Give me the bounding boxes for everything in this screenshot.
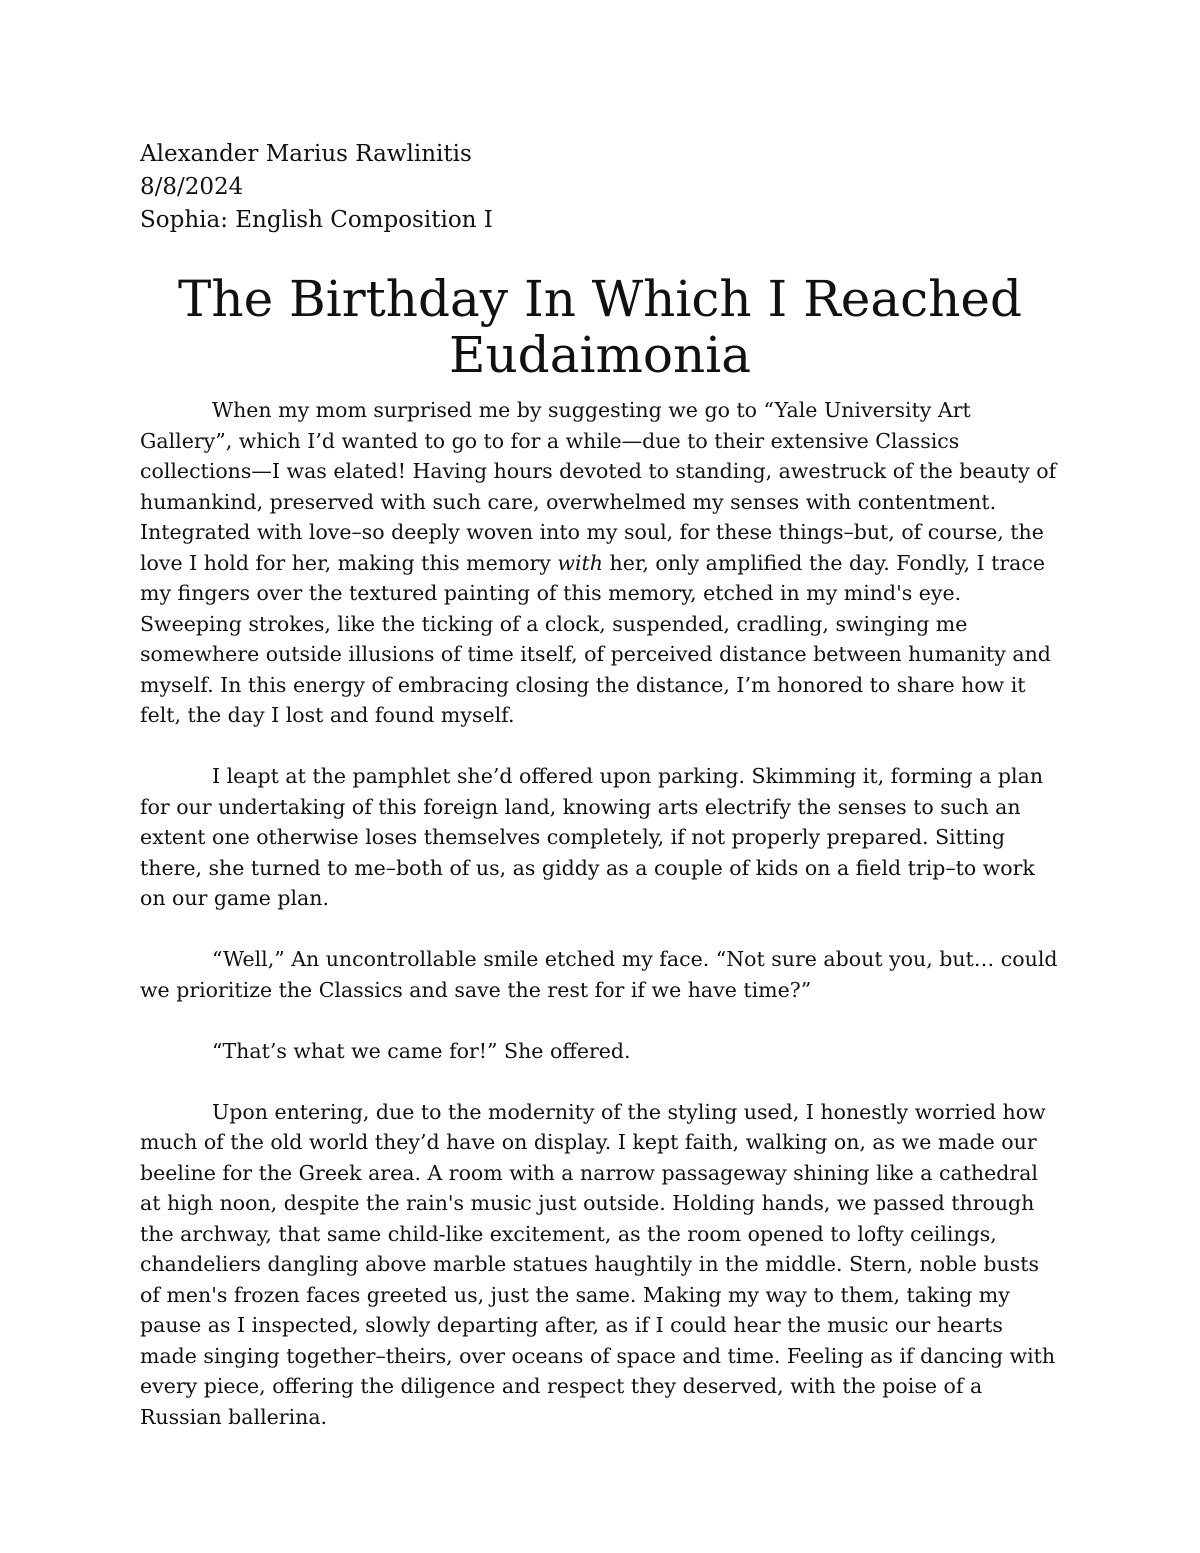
paragraph-1-text-a: When my mom surprised me by suggesting we go to “Yale University Art Gallery”, which I’d wanted to go to for a while—due to their extensive Classics collections—I was elated! Having hours devoted to standing, awestruck of the beauty of humankind, preserved with such care, overwhelmed my senses with contentment. Integrated with love–so deeply woven into my soul, for these things–but, of course, the love I hold for her, making this memory — [140, 398, 1057, 575]
paragraph-3: “Well,” An uncontrollable smile etched my face. “Not sure about you, but… could we prioritize the Classics and save the rest for if we have time?” — [140, 947, 1058, 1002]
document-page — [140, 138, 1060, 1463]
paragraph-5: Upon entering, due to the modernity of the styling used, I honestly worried how much of the old world they’d have on display. I kept faith, walking on, as we made our beeline for the Greek area. A room with a narrow passageway shining like a cathedral at high noon, despite the rain's music just outside. Holding hands, we passed through the archway, that same child-like excitement, as the room opened to lofty ceilings, chandeliers dangling above marble statues haughtily in the middle. Stern, noble busts of men's frozen faces greeted us, just the same. Making my way to them, taking my pause as I inspected, slowly departing after, as if I could hear the music our hearts made singing together–theirs, over oceans of space and time. Feeling as if dancing with every piece, offering the diligence and respect they deserved, with the poise of a Russian ballerina. — [140, 1099, 1056, 1429]
paragraph-4: “That’s what we came for!” She offered. — [212, 1038, 631, 1063]
paragraph-1-emphasis: with — [557, 550, 603, 575]
essay-title-line-1: The Birthday In Which I Reached — [178, 270, 1022, 328]
course-name: Sophia: English Composition I — [140, 207, 493, 233]
author-name: Alexander Marius Rawlinitis — [140, 141, 472, 167]
essay-title — [140, 271, 1060, 383]
paragraph-1 — [140, 395, 1060, 731]
paragraph-1-text-b: her, only amplified the day. Fondly, I trace my fingers over the textured painting of this memory, etched in my mind's eye. Sweeping strokes, like the ticking of a clock, suspended, cradling, swinging me somewhere outside illusions of time itself, of perceived distance between humanity and myself. In this energy of embracing closing the distance, I’m honored to share how it felt, the day I lost and found myself. — [140, 550, 1051, 727]
essay-title-line-2: Eudaimonia — [448, 326, 752, 384]
paragraph-2: I leapt at the pamphlet she’d offered upon parking. Skimming it, forming a plan for our undertaking of this foreign land, knowing arts electrify the senses to such an extent one otherwise loses themselves completely, if not properly prepared. Sitting there, she turned to me–both of us, as giddy as a couple of kids on a field trip–to work on our game plan. — [140, 764, 1044, 910]
essay-date: 8/8/2024 — [140, 174, 244, 200]
